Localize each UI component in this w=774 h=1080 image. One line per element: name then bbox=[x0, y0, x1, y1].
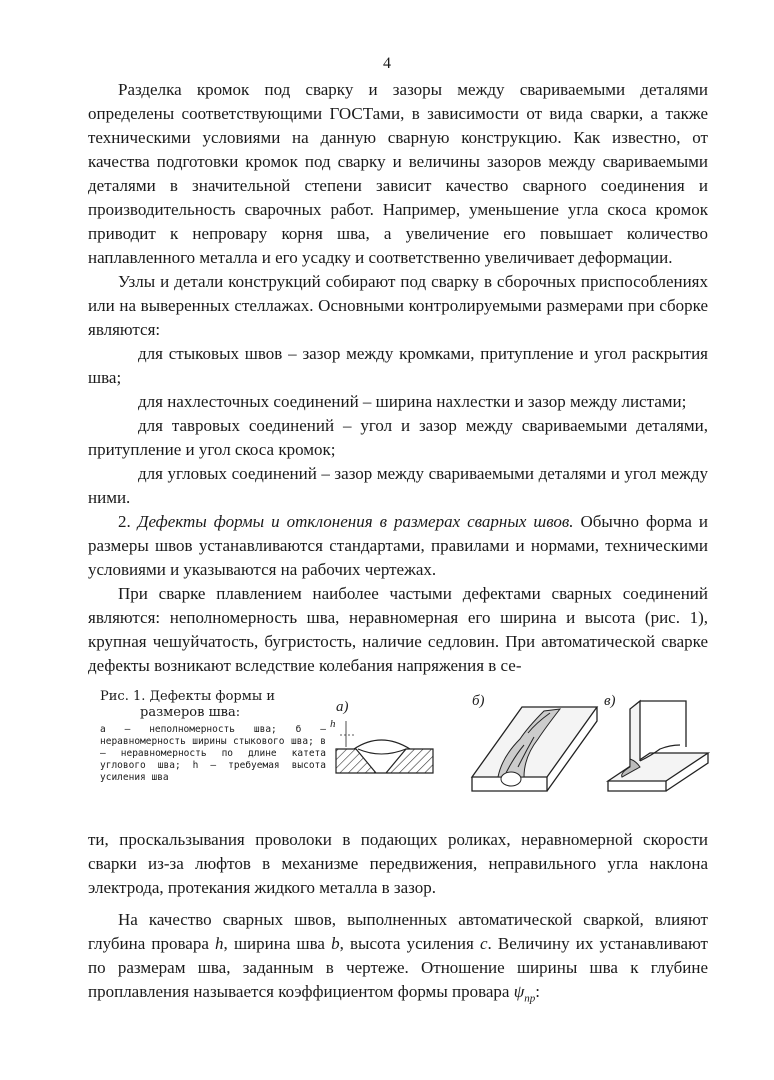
paragraph-continued: ти, проскальзывания проволоки в подающих роликах, неравномерной скорости сварки из-за люфтов в механизме передвижения, неправильного угла наклона электрода, протекания жидкого металла в зазор. bbox=[88, 830, 708, 897]
list-item-tee-joints: для тавровых соединений – угол и зазор между свариваемыми деталями, притупление и угол скоса кромок; bbox=[88, 416, 708, 459]
figure-panel-a bbox=[328, 691, 438, 781]
body-top bbox=[88, 78, 708, 678]
section-title: Дефекты формы и отклонения в размерах сварных швов. bbox=[137, 512, 574, 531]
body-bottom bbox=[88, 828, 708, 1010]
label-h: h bbox=[330, 718, 336, 730]
panel-label-v: в) bbox=[604, 693, 616, 709]
section-text: Обычно форма и размеры швов устанавливаются стандартами, правилами и нормами, техническими условиями и указываются на рабочих чертежах. bbox=[88, 512, 708, 579]
paragraph-assembly: Узлы и детали конструкций собирают под сварку в сборочных приспособлениях или на выверенных стеллажах. Основными контролируемыми размерами при сборке являются: bbox=[88, 272, 708, 339]
paragraph-defects: При сварке плавлением наиболее частыми дефектами сварных соединений являются: неполномерность шва, неравномерная его ширина и высота (рис. 1), крупная чешуйчатость, бугристость, наличие седловин. При автоматической сварке дефекты возникают вследствие колебания напряжения в се- bbox=[88, 584, 708, 675]
section-2-paragraph bbox=[88, 510, 708, 582]
figure-1 bbox=[100, 683, 700, 813]
figure-panel-v bbox=[600, 687, 710, 797]
list-item-butt-welds: для стыковых швов – зазор между кромками, притупление и угол раскрытия шва; bbox=[88, 344, 708, 387]
panel-label-a: а) bbox=[336, 699, 349, 715]
figure-caption bbox=[100, 689, 326, 784]
page-number: 4 bbox=[383, 55, 391, 72]
section-number: 2. bbox=[118, 512, 131, 531]
list-item-corner-joints: для угловых соединений – зазор между свариваемыми деталями и угол между ними. bbox=[88, 464, 708, 507]
figure-title: Рис. 1. Дефекты формы и размеров шва: bbox=[100, 689, 275, 720]
paragraph-weld-quality: На качество сварных швов, выполненных автоматической сваркой, влияют глубина провара h, ширина шва b, высота усиления c. Величину их устанавливают по размерам шва, заданным в чертеже. Отношение ширины шва к глубине проплавления называется коэффициентом формы провара $\psi_{пр}$: bbox=[88, 910, 708, 1005]
panel-label-b: б) bbox=[472, 693, 485, 709]
figure-panel-b bbox=[462, 687, 602, 797]
list-item-lap-joints: для нахлесточных соединений – ширина нахлестки и зазор между листами; bbox=[138, 392, 687, 411]
paragraph-edge-preparation: Разделка кромок под сварку и зазоры между свариваемыми деталями определены соответствующими ГОСТами, в зависимости от вида сварки, а также техническими условиями на данную сварную конструкцию. Как известно, от качества подготовки кромок под сварку и величины зазоров между свариваемыми деталями в значительной степени зависит качество сварного соединения и производительность сварочных работ. Например, уменьшение угла скоса кромок приводит к непровару корня шва, а увеличение его повышает количество наплавленного металла и его усадку и соответственно увеличивает деформации. bbox=[88, 80, 708, 267]
figure-legend: а — неполномерность шва; б — неравномерность ширины стыкового шва; в — неравномерность по длине катета углового шва; h — требуемая высота усиления шва bbox=[100, 724, 326, 783]
